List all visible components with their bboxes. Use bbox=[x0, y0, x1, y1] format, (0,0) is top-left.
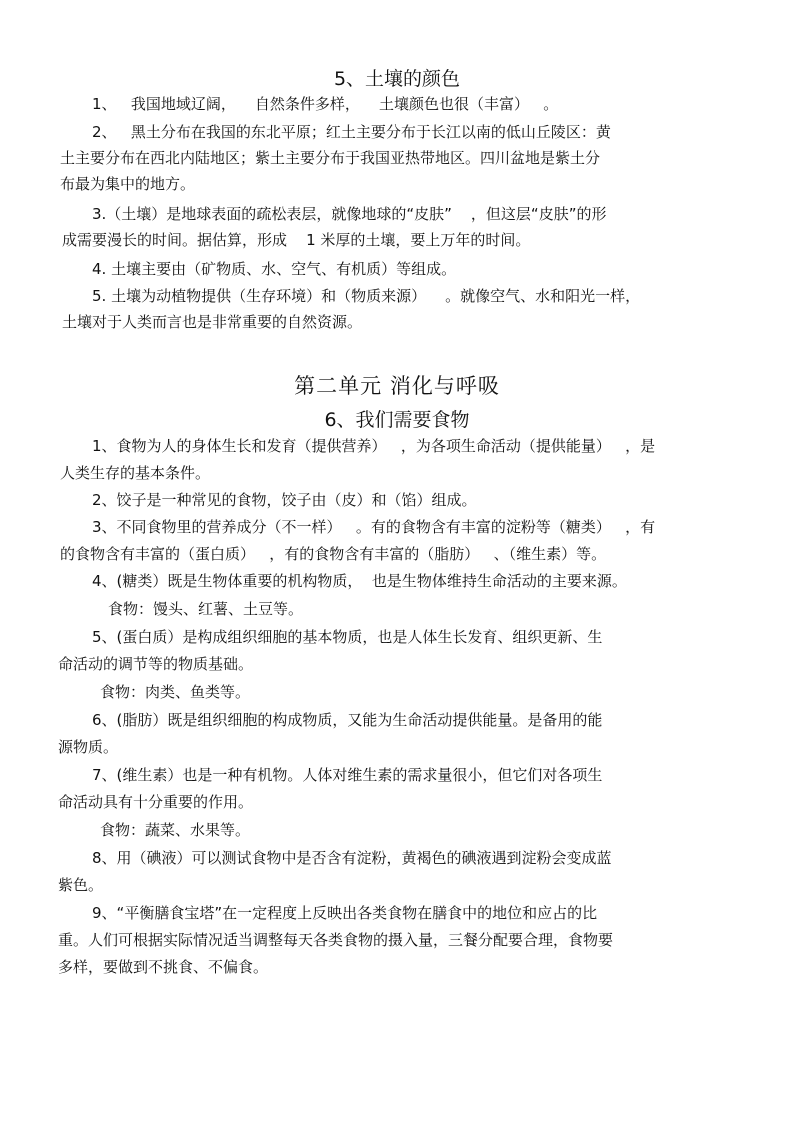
s5-line-7: 4. 土壤主要由（矿物质、水、空气、有机质）等组成。 bbox=[92, 260, 457, 278]
s6-line-17: 紫色。 bbox=[58, 876, 104, 894]
s6-line-20: 多样，要做到不挑食、不偏食。 bbox=[58, 958, 269, 976]
s6-line-8: 5、(蛋白质）是构成组织细胞的基本物质，也是人体生长发育、组织更新、生 bbox=[92, 628, 603, 646]
s6-line-18: 9、“平衡膳食宝塔”在一定程度上反映出各类食物在膳食中的地位和应占的比 bbox=[92, 904, 598, 922]
s6-line-5: 的食物含有丰富的（蛋白质） ，有的食物含有丰富的（脂肪） 、（维生素）等。 bbox=[60, 545, 607, 563]
s6-line-7: 食物：馒头、红薯、土豆等。 bbox=[108, 600, 304, 618]
s6-line-19: 重。人们可根据实际情况适当调整每天各类食物的摄入量，三餐分配要合理，食物要 bbox=[58, 931, 614, 949]
s6-line-3: 2、饺子是一种常见的食物，饺子由（皮）和（馅）组成。 bbox=[92, 491, 477, 509]
s5-line-9: 土壤对于人类而言也是非常重要的自然资源。 bbox=[62, 313, 363, 331]
s6-line-4: 3、不同食物里的营养成分（不一样） 。有的食物含有丰富的淀粉等（糖类） ，有 bbox=[92, 518, 656, 536]
s5-line-2: 2、 黑土分布在我国的东北平原；红土主要分布于长江以南的低山丘陵区：黄 bbox=[92, 123, 611, 141]
s6-line-2: 人类生存的基本条件。 bbox=[60, 464, 211, 482]
s6-line-10: 食物：肉类、鱼类等。 bbox=[100, 683, 251, 701]
s6-line-1: 1、食物为人的身体生长和发育（提供营养） ，为各项生命活动（提供能量） ，是 bbox=[92, 437, 656, 455]
s5-line-8: 5. 土壤为动植物提供（生存环境）和（物质来源） 。就像空气、水和阳光一样， bbox=[92, 287, 641, 305]
s6-line-6: 4、(糖类）既是生物体重要的机构物质， 也是生物体维持生命活动的主要来源。 bbox=[92, 572, 627, 590]
s6-line-14: 命活动具有十分重要的作用。 bbox=[58, 793, 254, 811]
s6-line-15: 食物：蔬菜、水果等。 bbox=[100, 821, 251, 839]
section-5-title: 5、土壤的颜色 bbox=[333, 68, 461, 90]
s6-line-9: 命活动的调节等的物质基础。 bbox=[58, 655, 254, 673]
s5-line-3: 土主要分布在西北内陆地区；紫土主要分布于我国亚热带地区。四川盆地是紫土分 bbox=[60, 149, 601, 167]
unit-2-title: 第二单元 消化与呼吸 bbox=[294, 374, 500, 398]
section-6-title: 6、我们需要食物 bbox=[324, 409, 470, 431]
s6-line-11: 6、(脂肪）既是组织细胞的构成物质，又能为生命活动提供能量。是备用的能 bbox=[92, 711, 603, 729]
s5-line-1: 1、 我国地域辽阔， 自然条件多样， 土壤颜色也很（丰富） 。 bbox=[92, 95, 559, 113]
s5-line-6: 成需要漫长的时间。据估算，形成 1 米厚的土壤，要上万年的时间。 bbox=[62, 231, 531, 249]
s6-line-16: 8、用（碘液）可以测试食物中是否含有淀粉，黄褐色的碘液遇到淀粉会变成蓝 bbox=[92, 849, 612, 867]
s6-line-12: 源物质。 bbox=[58, 738, 119, 756]
s5-line-4: 布最为集中的地方。 bbox=[60, 175, 196, 193]
s5-line-5: 3.（土壤）是地球表面的疏松表层，就像地球的“皮肤” ，但这层“皮肤”的形 bbox=[92, 205, 607, 223]
s6-line-13: 7、(维生素）也是一种有机物。人体对维生素的需求量很小，但它们对各项生 bbox=[92, 766, 603, 784]
